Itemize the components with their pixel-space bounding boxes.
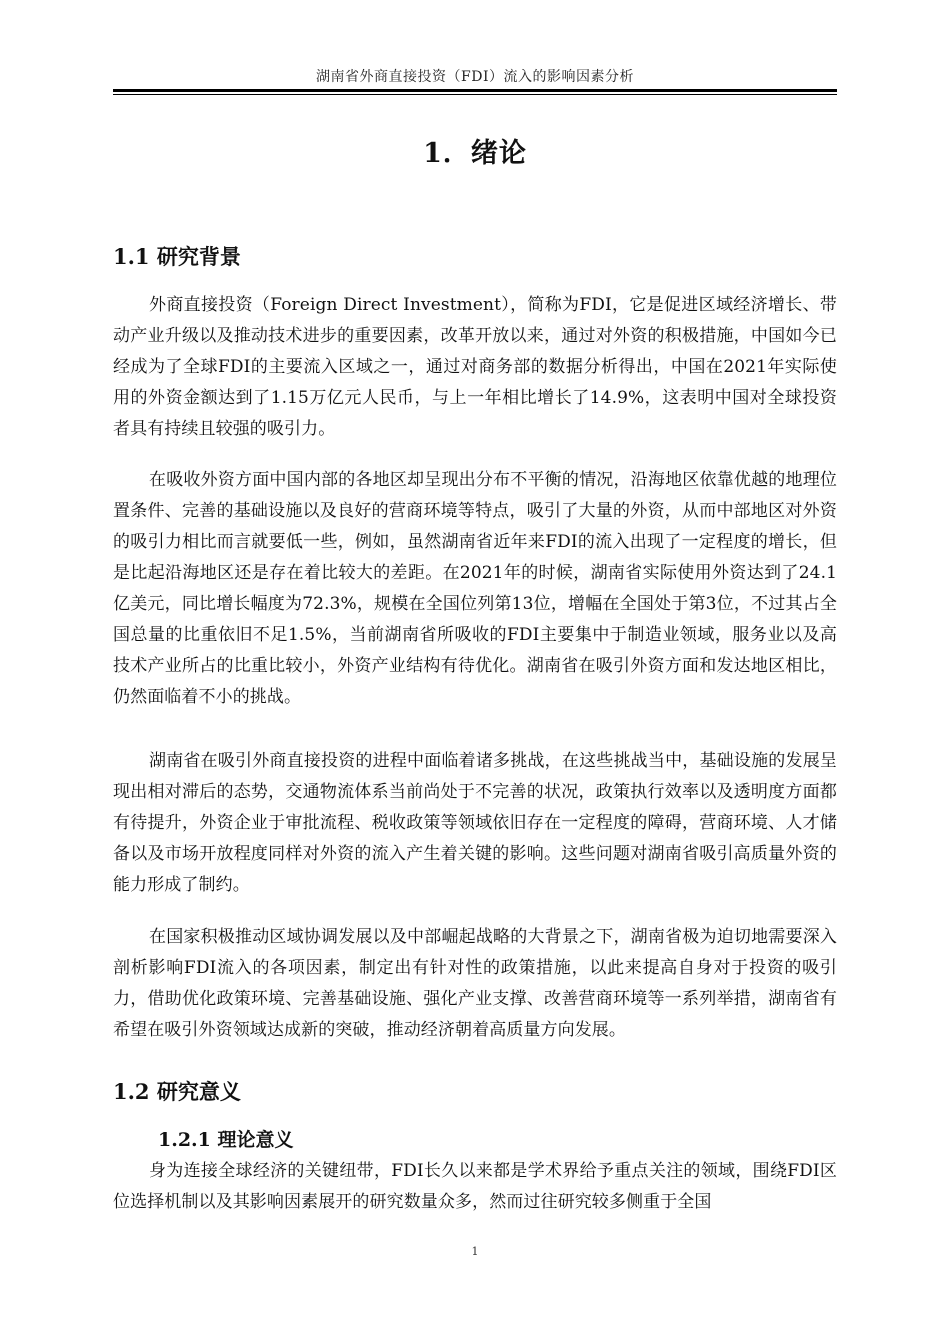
header-rule-thick — [113, 89, 837, 92]
header-rule-thin — [113, 94, 837, 95]
section-heading-1-1: 1.1 研究背景 — [113, 244, 241, 269]
paragraph-background-4: 在国家积极推动区域协调发展以及中部崛起战略的大背景之下，湖南省极为迫切地需要深入剖析影响FDI流入的各项因素，制定出有针对性的政策措施，以此来提高自身对于投资的吸引力，借助优化政策环境、完善基础设施、强化产业支撑、改善营商环境等一系列举措，湖南省有希望在吸引外资领域达成新的突破，推动经济朝着高质量方向发展。 — [113, 927, 837, 1040]
paragraph-background-2: 在吸收外资方面中国内部的各地区却呈现出分布不平衡的情况，沿海地区依靠优越的地理位置条件、完善的基础设施以及良好的营商环境等特点，吸引了大量的外资，从而中部地区对外资的吸引力相比而言就要低一些，例如，虽然湖南省近年来FDI的流入出现了一定程度的增长，但是比起沿海地区还是存在着比较大的差距。在2021年的时候，湖南省实际使用外资达到了24.1亿美元，同比增长幅度为72.3%，规模在全国位列第13位，增幅在全国处于第3位，不过其占全国总量的比重依旧不足1.5%，当前湖南省所吸收的FDI主要集中于制造业领域，服务业以及高技术产业所占的比重比较小，外资产业结构有待优化。湖南省在吸引外资方面和发达地区相比，仍然面临着不小的挑战。 — [113, 470, 837, 707]
paragraph-background-3: 湖南省在吸引外商直接投资的进程中面临着诸多挑战，在这些挑战当中，基础设施的发展呈现出相对滞后的态势，交通物流体系当前尚处于不完善的状况，政策执行效率以及透明度方面都有待提升，外资企业于审批流程、税收政策等领域依旧存在一定程度的障碍，营商环境、人才储备以及市场开放程度同样对外资的流入产生着关键的影响。这些问题对湖南省吸引高质量外资的能力形成了制约。 — [113, 751, 837, 895]
subsection-heading-1-2-1: 1.2.1 理论意义 — [158, 1129, 294, 1151]
paragraph-theory-1: 身为连接全球经济的关键纽带，FDI长久以来都是学术界给予重点关注的领域，围绕FDI区位选择机制以及其影响因素展开的研究数量众多，然而过往研究较多侧重于全国 — [113, 1161, 837, 1212]
section-heading-1-2: 1.2 研究意义 — [113, 1079, 241, 1104]
page-number: 1 — [471, 1245, 479, 1258]
paragraph-background-1: 外商直接投资（Foreign Direct Investment），简称为FDI，它是促进区域经济增长、带动产业升级以及推动技术进步的重要因素，改革开放以来，通过对外资的积极措施，中国如今已经成为了全球FDI的主要流入区域之一，通过对商务部的数据分析得出，中国在2021年实际使用的外资金额达到了1.15万亿元人民币，与上一年相比增长了14.9%，这表明中国对全球投资者具有持续且较强的吸引力。 — [113, 295, 837, 439]
running-header: 湖南省外商直接投资（FDI）流入的影响因素分析 — [316, 69, 634, 85]
chapter-title: 1．绪论 — [423, 138, 527, 169]
